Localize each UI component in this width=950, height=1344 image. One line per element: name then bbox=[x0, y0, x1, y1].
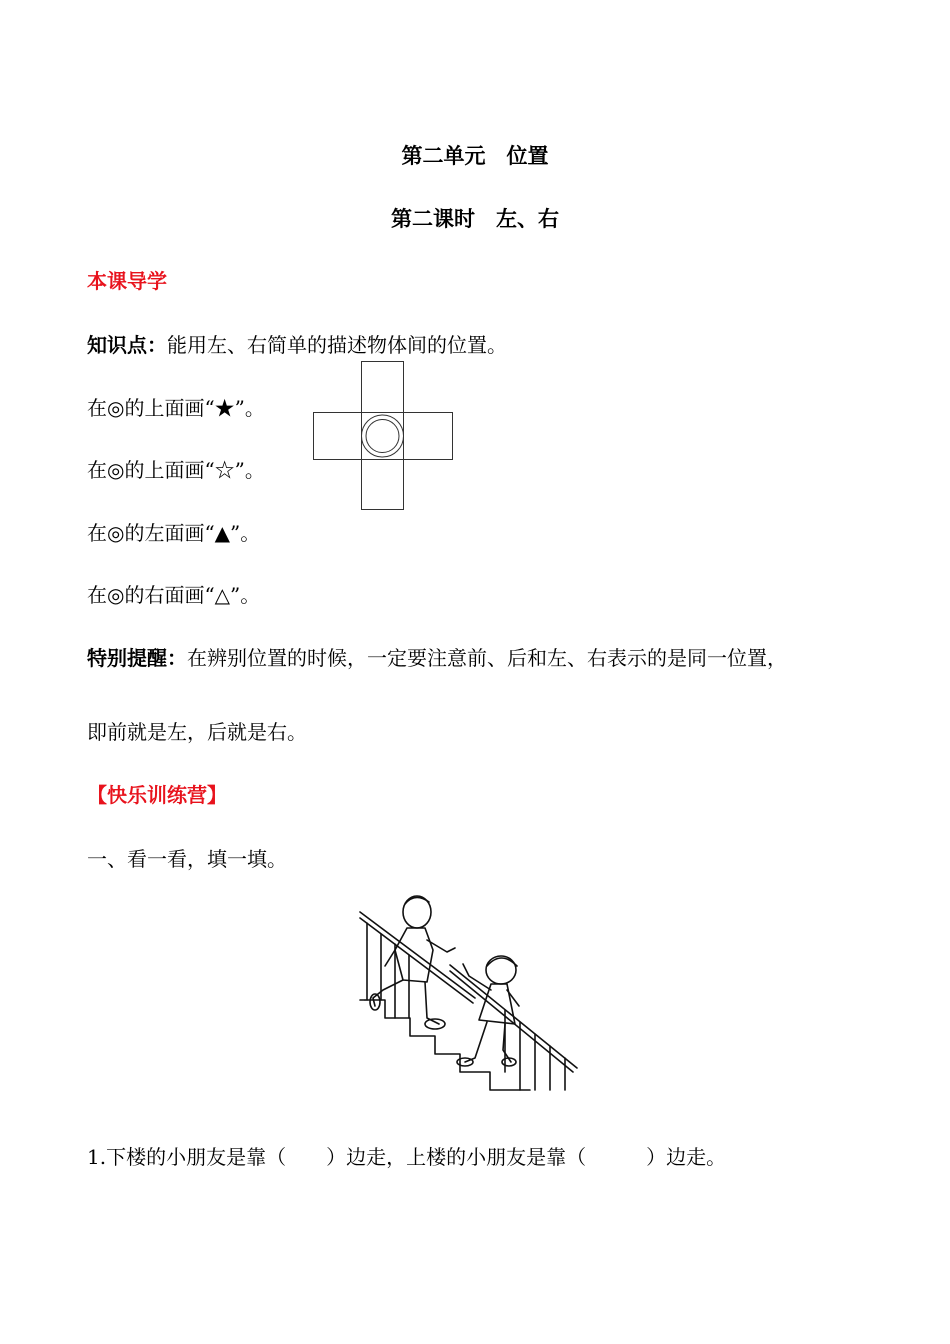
instruction-3: 在◎的左面画“▲”。 bbox=[87, 521, 261, 545]
grid-cell-right bbox=[404, 413, 453, 460]
lesson-title: 第二课时 左、右 bbox=[391, 207, 559, 231]
double-circle-icon bbox=[362, 415, 404, 457]
knowledge-label: 知识点： bbox=[87, 333, 167, 357]
grid-cell-left bbox=[314, 413, 362, 460]
exercise-heading: 一、看一看，填一填。 bbox=[87, 847, 287, 871]
grid-cell-top bbox=[362, 362, 404, 413]
boy-figure bbox=[370, 896, 455, 1029]
instruction-4: 在◎的右面画“△”。 bbox=[87, 583, 261, 607]
reminder-text-1: 在辨别位置的时候，一定要注意前、后和左、右表示的是同一位置， bbox=[187, 646, 787, 670]
section-guide-heading: 本课导学 bbox=[87, 269, 167, 293]
instruction-2: 在◎的上面画“☆”。 bbox=[87, 458, 265, 482]
instruction-1: 在◎的上面画“★”。 bbox=[87, 396, 265, 420]
reminder-label: 特别提醒： bbox=[87, 646, 187, 670]
cross-grid-figure bbox=[312, 361, 455, 511]
knowledge-point bbox=[87, 329, 507, 358]
grid-cell-bottom bbox=[362, 460, 404, 510]
staircase-children-illustration bbox=[355, 890, 585, 1100]
double-circle-inner-icon bbox=[366, 420, 399, 453]
reminder-line-1 bbox=[87, 642, 787, 671]
section-practice-heading: 【快乐训练营】 bbox=[87, 783, 227, 807]
unit-title: 第二单元 位置 bbox=[401, 144, 549, 168]
girl-figure bbox=[457, 956, 519, 1066]
reminder-line-2: 即前就是左，后就是右。 bbox=[87, 720, 307, 744]
knowledge-text: 能用左、右简单的描述物体间的位置。 bbox=[167, 333, 507, 357]
question-1: 1.下楼的小朋友是靠（ ）边走，上楼的小朋友是靠（ ）边走。 bbox=[87, 1145, 727, 1169]
